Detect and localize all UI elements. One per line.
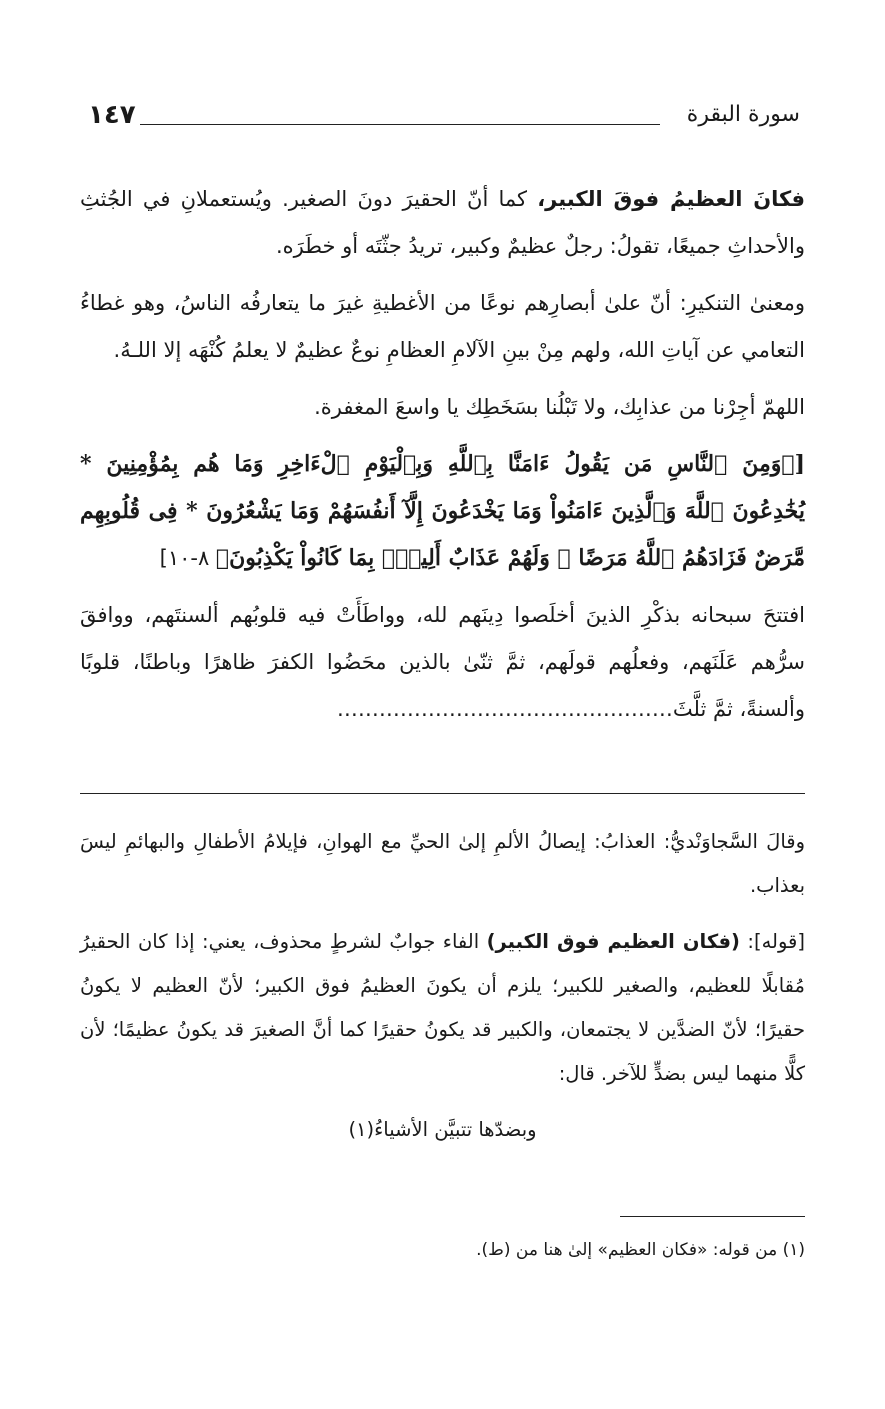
- commentary-paragraph-2-text: الفاء جوابٌ لشرطٍ محذوف، يعني: إذا كان الحقيرُ مُقابلًا للعظيم، والصغير للكبير؛ يلزم أن يكونَ العظيمُ فوق الكبير؛ لأنّ العظيم لا يكونُ حقيرًا؛ لأنّ الضدَّين لا يجتمعان، والكبير قد يكونُ حقيرًا كما أنَّ الصغيرَ قد يكونُ عظيمًا؛ لأن كلًّا منهما ليس بضدٍّ للآخر. قال:: [80, 930, 805, 1085]
- main-text: [80, 176, 805, 733]
- quran-verses: [80, 441, 805, 582]
- paragraph-1-text: كما أنّ الحقيرَ دونَ الصغير. ويُستعملانِ في الجُثثِ والأحداثِ جميعًا، تقولُ: رجلٌ عظيمٌ وكبير، تريدُ جثّتَه أو خطَرَه.: [80, 187, 805, 258]
- commentary-prefix: [قوله]:: [739, 930, 805, 953]
- header-rule: [140, 124, 660, 125]
- surah-name: سورة البقرة: [686, 102, 800, 127]
- paragraph-1: [80, 176, 805, 270]
- commentary-paragraph-1: وقالَ السَّجاوَنْديُّ: العذابُ: إيصالُ الألمِ إلىٰ الحيِّ مع الهوانِ، فإيلامُ الأطفالِ والبهائمِ ليسَ بعذاب.: [80, 830, 805, 897]
- page-number: ١٤٧: [88, 100, 136, 130]
- commentary-quote: (فكان العظيم فوق الكبير): [486, 930, 740, 953]
- footnote-rule: [620, 1216, 805, 1217]
- bold-phrase: فكانَ العظيمُ فوقَ الكبير،: [537, 187, 805, 211]
- commentary-paragraph-2: [80, 920, 805, 1096]
- verse-reference: ٨-١٠]: [159, 546, 216, 570]
- quran-text: [﴿وَمِنَ ٱلنَّاسِ مَن يَقُولُ ءَامَنَّا بِٱللَّهِ وَبِٱلْيَوْمِ ٱلْءَاخِرِ وَمَا هُم بِمُؤْمِنِينَ * يُخَٰدِعُونَ ٱللَّهَ وَٱلَّذِينَ ءَامَنُواْ وَمَا يَخْدَعُونَ إِلَّآ أَنفُسَهُمْ وَمَا يَشْعُرُونَ * فِى قُلُوبِهِم مَّرَضٌ فَزَادَهُمُ ٱللَّهُ مَرَضًا ۖ وَلَهُمْ عَذَابٌ أَلِيمٌۢ بِمَا كَانُواْ يَكْذِبُونَ﴾: [80, 451, 805, 571]
- poetry-verse: وبضدّها تتبيَّن الأشياءُ(١): [348, 1118, 537, 1141]
- paragraph-3: اللهمّ أجِرْنا من عذابِك، ولا تَبْلُنا بسَخَطِك يا واسعَ المغفرة.: [314, 395, 805, 419]
- commentary-text: [80, 820, 805, 1152]
- continuation-dots: …………………………………………: [336, 697, 673, 721]
- paragraph-5: [80, 592, 805, 733]
- section-divider: [80, 793, 805, 794]
- footnote: (١) من قوله: «فكان العظيم» إلىٰ هنا من (ط).: [476, 1240, 805, 1260]
- page-header: [88, 100, 800, 136]
- paragraph-2: ومعنىٰ التنكيرِ: أنّ علىٰ أبصارِهم نوعًا من الأغطيةِ غيرَ ما يتعارفُه الناسُ، وهو غطاءُ التعامي عن آياتِ الله، ولهم مِنْ بينِ الآلامِ العظامِ نوعٌ عظيمٌ لا يعلمُ كُنْهَه إلا اللـهُ.: [80, 291, 805, 362]
- paragraph-5-text: افتتحَ سبحانه بذكْرِ الذينَ أخلَصوا دِينَهم لله، وواطَأَتْ فيه قلوبُهم ألسنتَهم، ووافقَ سرُّهم عَلَنَهم، وفعلُهم قولَهم، ثمَّ ثنّىٰ بالذين محَضُوا الكفرَ ظاهرًا وباطنًا، قلوبًا وألسنةً، ثمَّ ثلَّثَ: [80, 603, 805, 721]
